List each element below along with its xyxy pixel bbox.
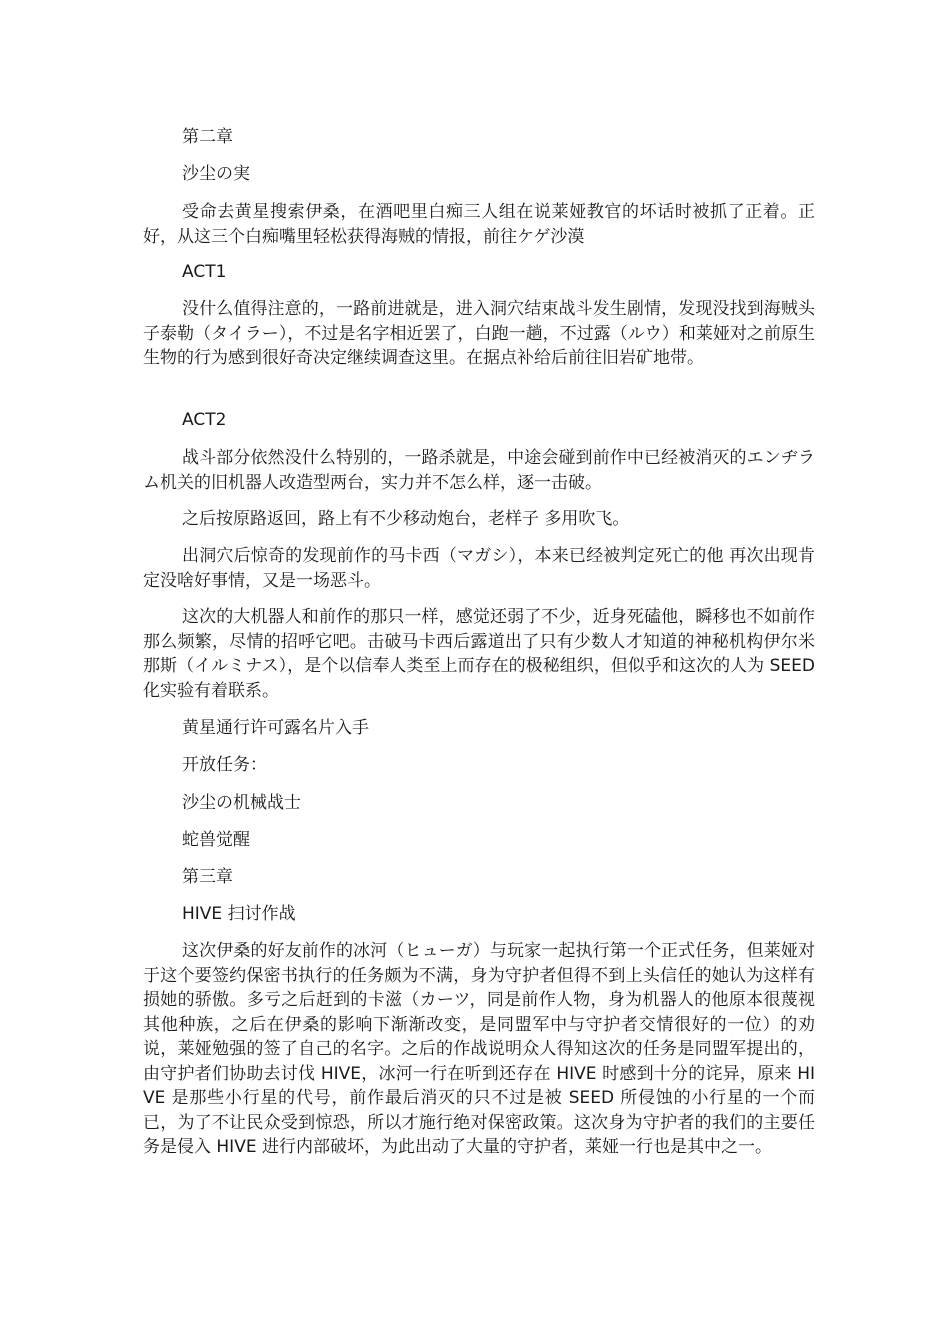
paragraph-act2-magashi: 出洞穴后惊奇的发现前作的马卡西（マガシ），本来已经被判定死亡的他 再次出现肯定没啥好事情，又是一场恶斗。 (143, 546, 815, 591)
document-page (143, 0, 815, 1344)
act1-heading: ACT1 (182, 262, 227, 282)
paragraph-act1: 没什么值得注意的，一路前进就是，进入洞穴结束战斗发生剧情，发现没找到海贼头子泰勒（タイラー），不过是名字相近罢了，白跑一趟，不过露（ルウ）和莱娅对之前原生生物的行为感到很好奇决定继续调查这里。在据点补给后前往旧岩矿地带。 (143, 299, 815, 368)
mission-item: 蛇兽觉醒 (182, 830, 250, 850)
mission-item: 沙尘の机械战士 (182, 793, 301, 813)
chapter-2-subtitle: 沙尘の実 (182, 164, 250, 184)
paragraph-act2-robot: 这次的大机器人和前作的那只一样，感觉还弱了不少，近身死磕他，瞬移也不如前作那么频繁，尽情的招呼它吧。击破马卡西后露道出了只有少数人才知道的神秘机构伊尔米那斯（イルミナス），是个以信奉人类至上而存在的极秘组织，但似乎和这次的人为 SEED 化实验有着联系。 (143, 607, 815, 701)
paragraph-act2-return: 之后按原路返回，路上有不少移动炮台，老样子 多用吹飞。 (182, 509, 630, 529)
paragraph-chapter-3: 这次伊桑的好友前作的冰河（ヒューガ）与玩家一起执行第一个正式任务，但莱娅对于这个要签约保密书执行的任务颇为不满，身为守护者但得不到上头信任的她认为这样有损她的骄傲。多亏之后赶到的卡滋（カーツ，同是前作人物，身为机器人的他原本很蔑视其他种族，之后在伊桑的影响下渐渐改变，是同盟军中与守护者交情很好的一位）的劝说，莱娅勉强的签了自己的名字。之后的作战说明众人得知这次的任务是同盟军提出的，由守护者们协助去讨伐 HIVE，冰河一行在听到还存在 HIVE 时感到十分的诧异，原来 HIVE 是那些小行星的代号，前作最后消灭的只不过是被 SEED 所侵蚀的小行星的一个而已，为了不让民众受到惊恐，所以才施行绝对保密政策。这次身为守护者的我们的主要任务是侵入 HIVE 进行内部破坏，为此出动了大量的守护者，莱娅一行也是其中之一。 (143, 941, 815, 1157)
chapter-3-heading: 第三章 (182, 867, 233, 887)
open-missions-label: 开放任务： (182, 755, 267, 775)
chapter-3-subtitle: HIVE 扫讨作战 (182, 904, 296, 924)
chapter-2-heading: 第二章 (182, 127, 233, 147)
item-obtained: 黄星通行许可露名片入手 (182, 718, 369, 738)
paragraph-act2-battle: 战斗部分依然没什么特别的，一路杀就是，中途会碰到前作中已经被消灭的エンヂラム机关的旧机器人改造型两台，实力并不怎么样，逐一击破。 (143, 448, 815, 493)
act2-heading: ACT2 (182, 410, 227, 430)
paragraph-intro: 受命去黄星搜索伊桑，在酒吧里白痴三人组在说莱娅教官的坏话时被抓了正着。正好，从这三个白痴嘴里轻松获得海贼的情报，前往ケゲ沙漠 (143, 202, 815, 247)
